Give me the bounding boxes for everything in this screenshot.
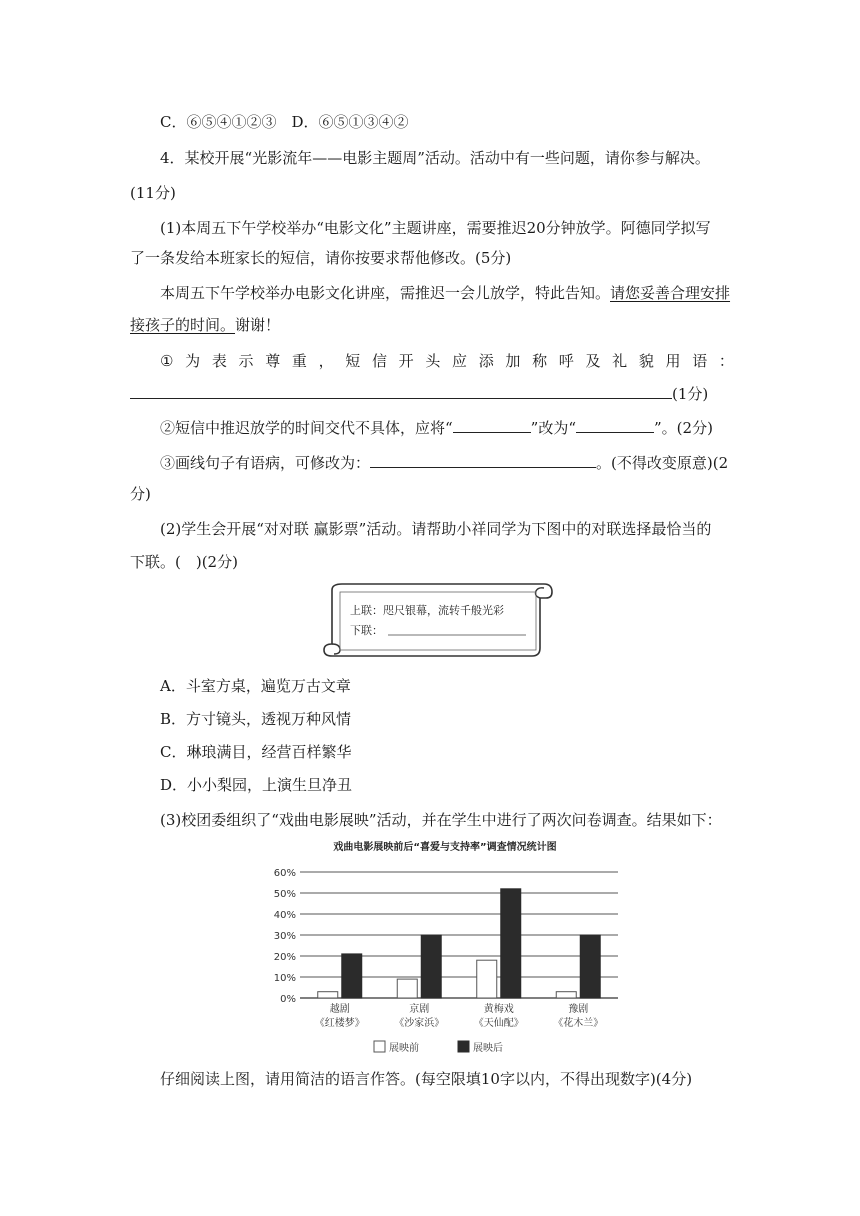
bar-before xyxy=(477,960,497,998)
question-4-score: (11分) xyxy=(130,184,176,202)
prompt-char: 添 xyxy=(478,352,494,370)
legend-label-before: 展映前 xyxy=(389,1043,419,1054)
prompt-char: 短 xyxy=(345,352,361,370)
option-a[interactable]: A．斗室方桌，遍览万古文章 xyxy=(160,677,351,695)
task-2-suffix: ”。(2分) xyxy=(654,419,713,437)
prompt-char: ， xyxy=(318,352,334,370)
prompt-char: 貌 xyxy=(638,352,654,370)
prompt-char: 为 xyxy=(185,352,201,370)
couplet-scroll-image xyxy=(318,582,554,660)
x-category-genre: 京剧 xyxy=(409,1004,430,1015)
answer-blank-3[interactable] xyxy=(370,453,596,468)
option-b[interactable]: B．方寸镜头，透视万种风情 xyxy=(160,710,352,728)
prompt-char: ： xyxy=(718,352,734,370)
task-1-score: (1分) xyxy=(672,385,709,403)
task-1-answer-line xyxy=(130,384,708,404)
sub-question-2-line2: 下联。( )(2分) xyxy=(130,553,238,571)
prompt-char: 表 xyxy=(211,352,227,370)
task-3-prefix: ③画线句子有语病，可修改为： xyxy=(160,454,371,472)
sms-text-line1 xyxy=(160,283,730,303)
x-category-work: 《红楼梦》 xyxy=(314,1018,365,1029)
prompt-char: 称 xyxy=(532,352,548,370)
x-category-work: 《天仙配》 xyxy=(473,1018,524,1029)
task-2-prefix: ②短信中推迟放学的时间交代不具体，应将“ xyxy=(160,419,453,437)
prompt-char: 信 xyxy=(371,352,387,370)
prompt-char: 示 xyxy=(238,352,254,370)
y-tick-label: 20% xyxy=(273,952,296,963)
sms-thanks: 谢谢！ xyxy=(235,316,281,334)
y-tick-label: 30% xyxy=(273,931,296,942)
x-category-work: 《沙家浜》 xyxy=(394,1018,445,1029)
task-2-mid: ”改为“ xyxy=(530,419,577,437)
answer-blank-1[interactable] xyxy=(130,384,672,399)
y-tick-label: 0% xyxy=(280,994,296,1005)
sub-question-2-line1: (2)学生会开展“对对联 赢影票”活动。请帮助小祥同学为下图中的对联选择最恰当的 xyxy=(160,520,712,538)
bar-after xyxy=(342,954,362,998)
sms-underlined-sentence-part2: 接孩子的时间。 xyxy=(130,316,236,334)
prompt-char: 加 xyxy=(505,352,521,370)
bar-after xyxy=(501,889,521,998)
answer-blank-2a[interactable] xyxy=(453,418,531,433)
sub-question-1-line1: (1)本周五下午学校举办“电影文化”主题讲座，需要推迟20分钟放学。阿德同学拟写 xyxy=(160,219,711,237)
prompt-char: 开 xyxy=(398,352,414,370)
sms-underlined-sentence-part1: 请您妥善合理安排 xyxy=(610,284,731,302)
bar-before xyxy=(318,992,338,998)
prompt-char: ① xyxy=(160,352,174,370)
sub-question-3-line: (3)校团委组织了“戏曲电影展映”活动，并在学生中进行了两次问卷调查。结果如下： xyxy=(160,811,722,829)
bar-before xyxy=(556,992,576,998)
answer-blank-2b[interactable] xyxy=(576,418,654,433)
couplet-lower-label: 下联： xyxy=(350,624,383,637)
couplet-upper-line: 上联：咫尺银幕，流转千般光彩 xyxy=(350,604,504,617)
y-tick-label: 10% xyxy=(273,973,296,984)
prompt-char: 用 xyxy=(665,352,681,370)
x-category-genre: 黄梅戏 xyxy=(483,1004,514,1015)
y-tick-label: 40% xyxy=(273,910,296,921)
sms-text-line2 xyxy=(130,315,280,335)
survey-bar-chart xyxy=(262,836,628,1058)
task-3-line xyxy=(160,453,728,473)
task-1-prompt xyxy=(160,351,734,371)
prompt-char: 及 xyxy=(585,352,601,370)
prompt-char: 呼 xyxy=(558,352,574,370)
prompt-char: 应 xyxy=(452,352,468,370)
x-category-work: 《花木兰》 xyxy=(553,1018,604,1029)
legend-swatch-after xyxy=(458,1041,469,1052)
legend-swatch-before xyxy=(374,1041,385,1052)
task-3-suffix: 。(不得改变原意)(2 xyxy=(596,454,729,472)
bar-after xyxy=(580,935,600,998)
prompt-char: 头 xyxy=(425,352,441,370)
y-tick-label: 50% xyxy=(273,889,296,900)
bar-before xyxy=(397,979,417,998)
option-d[interactable]: D．小小梨园，上演生旦净丑 xyxy=(160,776,353,794)
task-3-score-wrap: 分) xyxy=(130,485,151,503)
sub-question-3-instruction: 仔细阅读上图，请用简洁的语言作答。(每空限填10字以内，不得出现数字)(4分) xyxy=(160,1070,693,1088)
x-category-genre: 越剧 xyxy=(329,1004,350,1015)
sub-question-1-line2: 了一条发给本班家长的短信，请你按要求帮他修改。(5分) xyxy=(130,249,512,267)
task-2-line xyxy=(160,418,713,438)
sms-text-plain: 本周五下午学校举办电影文化讲座，需推迟一会儿放学，特此告知。 xyxy=(160,284,611,302)
bar-after xyxy=(421,935,441,998)
prompt-char: 尊 xyxy=(265,352,281,370)
legend-label-after: 展映后 xyxy=(473,1043,503,1054)
option-c[interactable]: C．琳琅满目，经营百样繁华 xyxy=(160,743,352,761)
prompt-char: 语 xyxy=(692,352,708,370)
option-line-c-d: C．⑥⑤④①②③ D．⑥⑤①③④② xyxy=(160,113,409,131)
prompt-char: 礼 xyxy=(612,352,628,370)
prompt-char: 重 xyxy=(291,352,307,370)
chart-title: 戏曲电影展映前后“喜爱与支持率”调查情况统计图 xyxy=(333,842,557,853)
x-category-genre: 豫剧 xyxy=(568,1004,589,1015)
question-4-title: 4．某校开展“光影流年——电影主题周”活动。活动中有一些问题，请你参与解决。 xyxy=(160,149,710,167)
y-tick-label: 60% xyxy=(273,868,296,879)
